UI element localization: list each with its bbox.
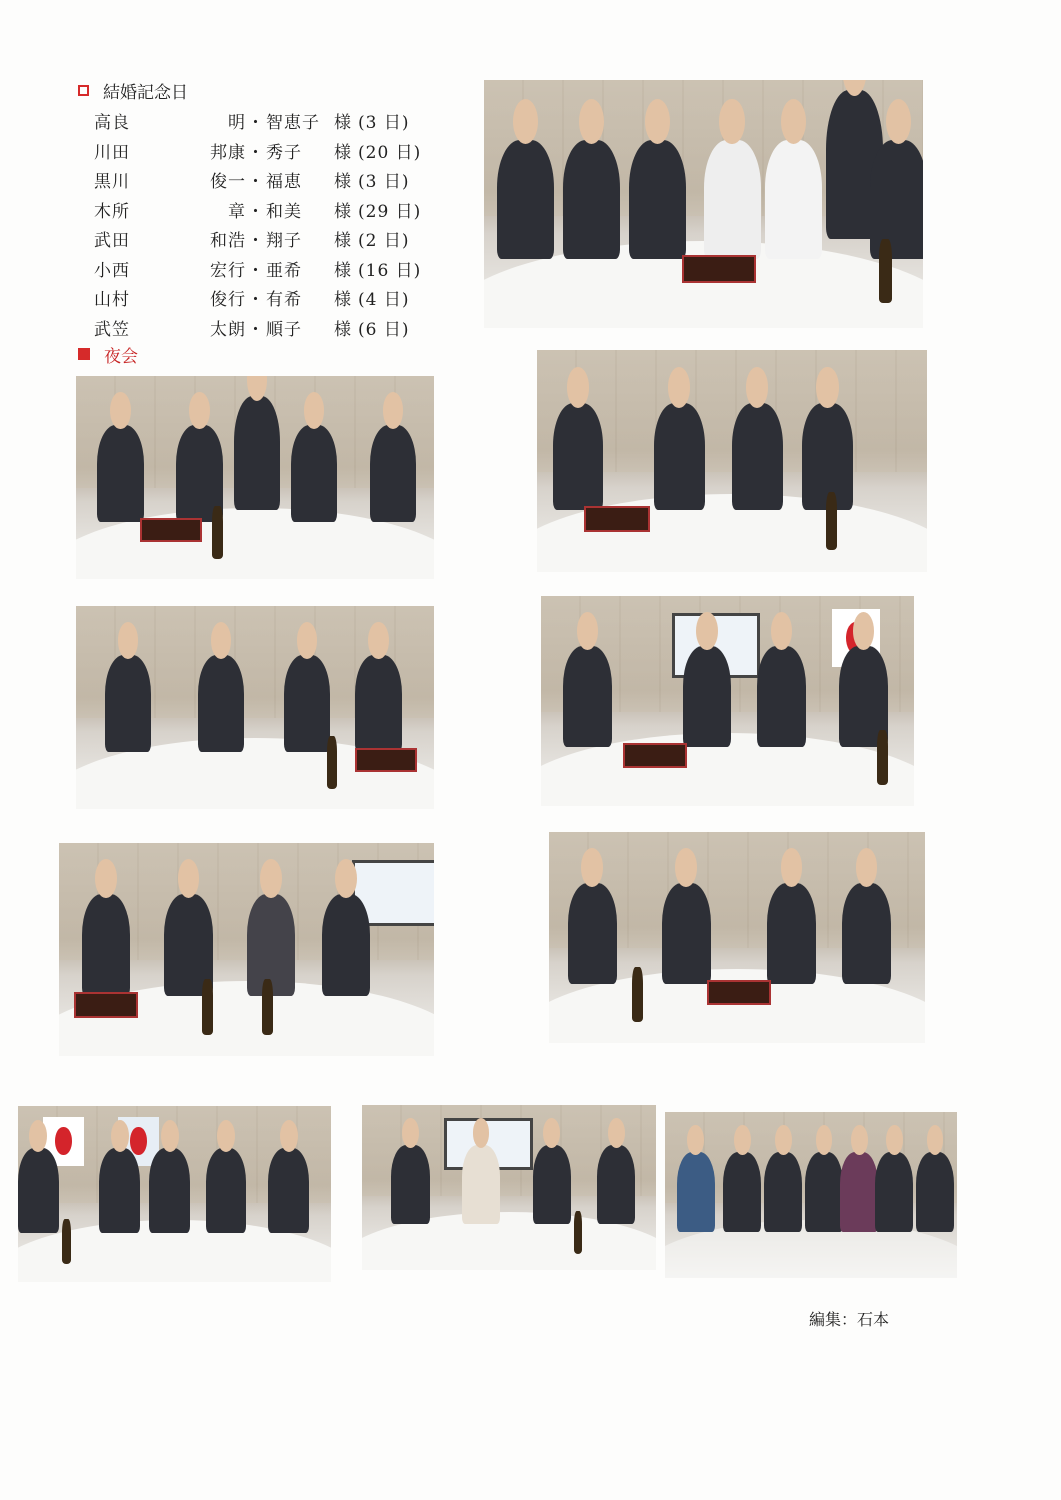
editor-credit: 編集：石本 xyxy=(809,1310,890,1329)
party-photo xyxy=(362,1105,656,1270)
party-photo xyxy=(541,596,914,806)
anniversary-entry: 黒川 俊一 ・ 福恵 様 (3 日) xyxy=(94,172,410,193)
anniversary-entry: 山村 俊行 ・ 有希 様 (4 日) xyxy=(94,290,410,311)
anniversary-entry: 木所 章 ・ 和美 様 (29 日) xyxy=(94,201,422,222)
party-photo xyxy=(59,843,434,1056)
open-square-bullet-icon xyxy=(78,85,89,96)
anniversary-list xyxy=(94,106,421,342)
party-photo xyxy=(537,350,927,572)
evening-party-heading: 夜会 xyxy=(78,342,138,366)
anniversary-entry: 武笠 太朗 ・ 順子 様 (6 日) xyxy=(94,319,410,340)
anniversary-heading: 結婚記念日 xyxy=(78,78,188,102)
filled-square-bullet-icon xyxy=(78,348,90,360)
anniversary-entry: 高良 明 ・ 智恵子 様 (3 日) xyxy=(94,113,410,134)
party-photo xyxy=(484,80,923,328)
party-photo xyxy=(76,376,434,579)
party-photo xyxy=(549,832,925,1043)
party-photo xyxy=(665,1112,957,1278)
anniversary-entry: 小西 宏行 ・ 亜希 様 (16 日) xyxy=(94,260,422,281)
party-photo xyxy=(76,606,434,809)
party-photo xyxy=(18,1106,331,1282)
anniversary-entry: 武田 和浩 ・ 翔子 様 (2 日) xyxy=(94,231,410,252)
anniversary-entry: 川田 邦康 ・ 秀子 様 (20 日) xyxy=(94,142,422,163)
